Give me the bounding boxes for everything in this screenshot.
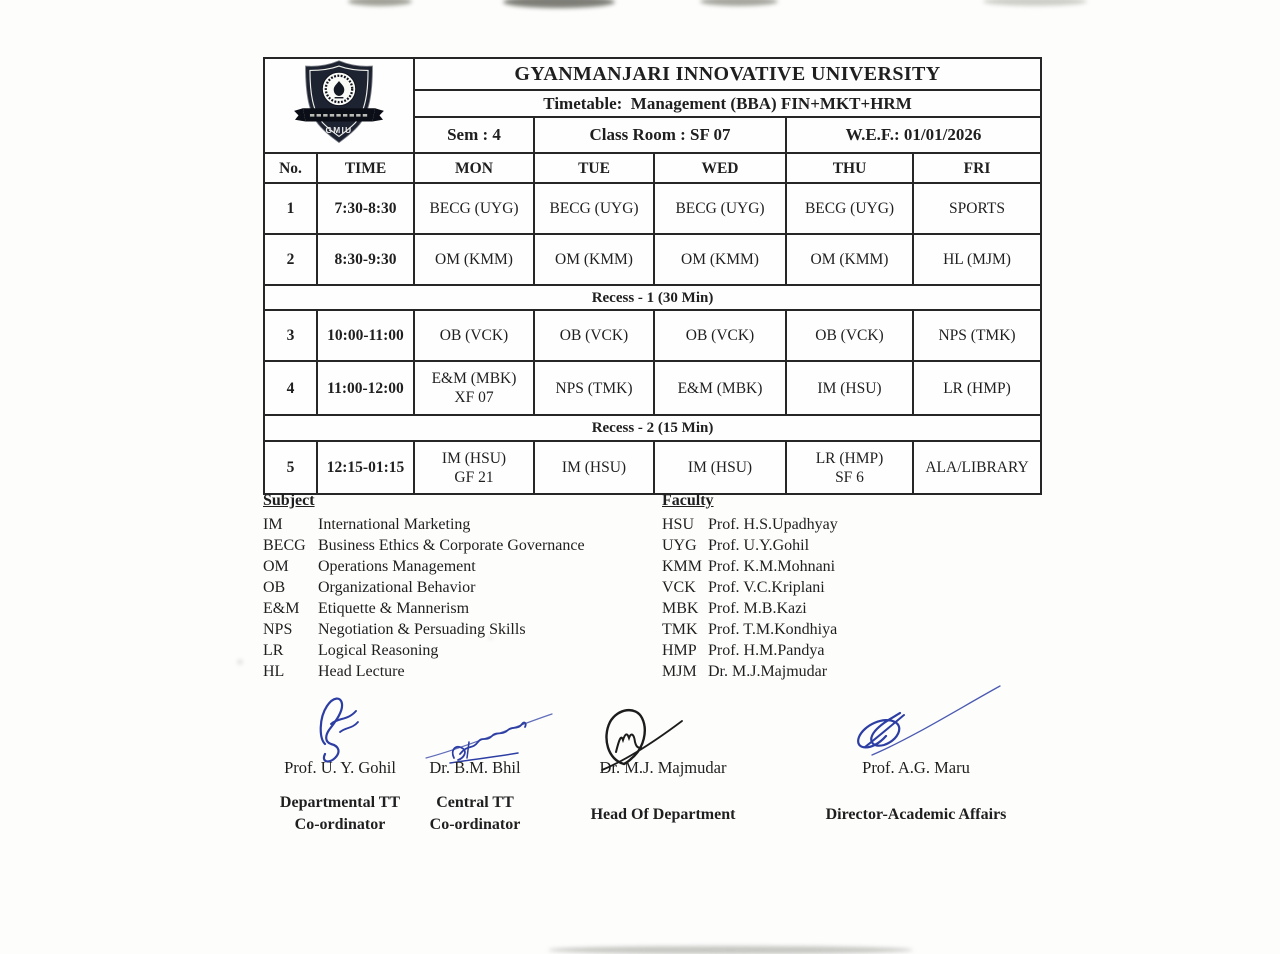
timetable-cell: 3	[264, 310, 317, 361]
faculty-abbr: UYG	[662, 536, 697, 554]
role-line: Central TT	[436, 794, 514, 811]
subject-name: International Marketing	[318, 515, 471, 533]
timetable-cell: IM (HSU)	[534, 441, 654, 494]
scan-smudge	[348, 0, 412, 6]
list-item	[263, 535, 585, 556]
role-line: Departmental TT	[279, 794, 401, 811]
timetable-cell: LR (HMP)	[913, 361, 1041, 415]
signature-block-maru	[810, 758, 1022, 826]
signatory-name: Dr. B.M. Bhil	[429, 758, 521, 777]
list-item	[662, 598, 838, 619]
faculty-name: Prof. U.Y.Gohil	[708, 536, 810, 554]
list-item	[662, 577, 838, 598]
timetable-cell: 12:15-01:15	[317, 441, 414, 494]
role-line: Head Of Department	[590, 806, 736, 823]
timetable-cell: 2	[264, 234, 317, 285]
subject-name: Operations Management	[318, 557, 476, 575]
subject-name: Organizational Behavior	[318, 578, 476, 596]
faculty-abbr: KMM	[662, 557, 703, 575]
subject-abbr: HL	[263, 662, 285, 680]
subject-name: Negotiation & Persuading Skills	[318, 620, 526, 638]
timetable-cell: OB (VCK)	[534, 310, 654, 361]
subject-legend	[263, 492, 585, 682]
timetable-cell: 11:00-12:00	[317, 361, 414, 415]
timetable-cell	[786, 441, 913, 494]
faculty-name: Prof. M.B.Kazi	[708, 599, 807, 617]
col-header-tue: TUE	[534, 153, 654, 183]
subject-abbr: OM	[263, 557, 289, 575]
faculty-legend-heading: Faculty	[662, 492, 714, 509]
faculty-legend	[662, 492, 838, 682]
faculty-abbr: TMK	[662, 620, 698, 638]
timetable-cell: OB (VCK)	[414, 310, 534, 361]
cell-main: IM (HSU)	[441, 449, 507, 467]
timetable-cell: BECG (UYG)	[414, 183, 534, 234]
faculty-abbr: MJM	[662, 662, 697, 680]
scan-smudge	[503, 0, 615, 8]
list-item	[662, 535, 838, 556]
signatory-role	[575, 804, 751, 826]
list-item	[662, 619, 838, 640]
subject-abbr: LR	[263, 641, 284, 659]
timetable-cell: OB (VCK)	[786, 310, 913, 361]
wef-label: W.E.F.: 01/01/2026	[786, 117, 1041, 154]
timetable-cell: NPS (TMK)	[534, 361, 654, 415]
faculty-abbr: VCK	[662, 578, 696, 596]
list-item	[662, 556, 838, 577]
signatory-name: Prof. U. Y. Gohil	[284, 758, 396, 777]
list-item	[662, 514, 838, 535]
list-item	[662, 661, 838, 682]
signatory-name: Prof. A.G. Maru	[862, 758, 970, 777]
timetable-cell: BECG (UYG)	[534, 183, 654, 234]
role-line: Co-ordinator	[429, 816, 521, 834]
signatory-name: Dr. M.J. Majmudar	[599, 758, 727, 777]
list-item	[263, 619, 585, 640]
timetable-cell: OB (VCK)	[654, 310, 786, 361]
scan-smudge	[983, 0, 1087, 6]
faculty-name: Prof. K.M.Mohnani	[708, 557, 836, 575]
timetable-cell: 8:30-9:30	[317, 234, 414, 285]
timetable-cell: IM (HSU)	[654, 441, 786, 494]
timetable-cell: OM (KMM)	[654, 234, 786, 285]
subject-abbr: BECG	[263, 536, 306, 554]
timetable-cell: 7:30-8:30	[317, 183, 414, 234]
timetable-cell: SPORTS	[913, 183, 1041, 234]
cell-room: XF 07	[454, 389, 494, 407]
list-item	[263, 640, 585, 661]
subject-name: Business Ethics & Corporate Governance	[318, 536, 585, 554]
signatory-role	[262, 792, 418, 837]
faculty-name: Prof. V.C.Kriplani	[708, 578, 825, 596]
timetable-cell: BECG (UYG)	[654, 183, 786, 234]
timetable-cell: OM (KMM)	[414, 234, 534, 285]
timetable-cell: ALA/LIBRARY	[913, 441, 1041, 494]
subject-name: Logical Reasoning	[318, 641, 439, 659]
col-header-mon: MON	[414, 153, 534, 183]
university-title: GYANMANJARI INNOVATIVE UNIVERSITY	[414, 58, 1041, 90]
timetable-cell: BECG (UYG)	[786, 183, 913, 234]
signature-block-majmudar	[575, 758, 751, 826]
timetable-cell: OM (KMM)	[534, 234, 654, 285]
timetable-cell: OM (KMM)	[786, 234, 913, 285]
subject-name: Head Lecture	[318, 662, 405, 680]
faculty-abbr: HSU	[662, 515, 695, 533]
col-header-time: TIME	[317, 153, 414, 183]
timetable-cell: 5	[264, 441, 317, 494]
faculty-name: Dr. M.J.Majmudar	[708, 662, 828, 680]
maru-signature-icon	[846, 680, 1004, 762]
signatory-role	[400, 792, 550, 837]
role-line: Co-ordinator	[294, 816, 386, 834]
subject-abbr: NPS	[263, 620, 293, 638]
timetable-cell: 1	[264, 183, 317, 234]
cell-room: GF 21	[454, 468, 494, 486]
cell-main: E&M (MBK)	[431, 370, 517, 387]
classroom-label: Class Room : SF 07	[534, 117, 786, 154]
list-item	[662, 640, 838, 661]
faculty-name: Prof. H.S.Upadhyay	[708, 515, 838, 533]
signature-block-bhil	[400, 758, 550, 837]
timetable-cell: HL (MJM)	[913, 234, 1041, 285]
scan-smudge	[548, 946, 913, 954]
timetable-cell: 10:00-11:00	[317, 310, 414, 361]
role-line: Director-Academic Affairs	[825, 806, 1007, 823]
faculty-abbr: HMP	[662, 641, 697, 659]
gmiu-shield-logo-icon	[289, 59, 389, 147]
faculty-name: Prof. H.M.Pandya	[708, 641, 825, 659]
sem-label: Sem : 4	[414, 117, 534, 154]
col-header-no: No.	[264, 153, 317, 183]
cell-room: SF 6	[835, 468, 864, 486]
cell-main: LR (HMP)	[815, 449, 884, 467]
timetable-cell	[414, 361, 534, 415]
recess-2-row: Recess - 2 (15 Min)	[264, 415, 1041, 441]
list-item	[263, 661, 585, 682]
list-item	[263, 514, 585, 535]
subject-legend-heading: Subject	[263, 492, 315, 509]
timetable-cell	[414, 441, 534, 494]
timetable-cell: 4	[264, 361, 317, 415]
scan-speck	[238, 660, 242, 664]
timetable-cell: IM (HSU)	[786, 361, 913, 415]
recess-1-row: Recess - 1 (30 Min)	[264, 285, 1041, 310]
logo-cell	[264, 58, 414, 153]
scan-smudge	[700, 0, 778, 6]
signature-block-gohil	[262, 758, 418, 837]
signatory-role	[810, 804, 1022, 826]
col-header-fri: FRI	[913, 153, 1041, 183]
list-item	[263, 598, 585, 619]
list-item	[263, 556, 585, 577]
subject-name: Etiquette & Mannerism	[318, 599, 470, 617]
timetable-subtitle: Timetable: Management (BBA) FIN+MKT+HRM	[414, 90, 1041, 116]
timetable-cell: NPS (TMK)	[913, 310, 1041, 361]
logo-gmiu-text: GMIU	[325, 124, 353, 135]
col-header-thu: THU	[786, 153, 913, 183]
col-header-wed: WED	[654, 153, 786, 183]
subject-abbr: E&M	[263, 599, 300, 617]
subject-abbr: IM	[263, 515, 283, 533]
faculty-abbr: MBK	[662, 599, 699, 617]
timetable-table	[263, 57, 1042, 495]
subject-abbr: OB	[263, 578, 286, 596]
faculty-name: Prof. T.M.Kondhiya	[708, 620, 838, 638]
list-item	[263, 577, 585, 598]
timetable-cell: E&M (MBK)	[654, 361, 786, 415]
